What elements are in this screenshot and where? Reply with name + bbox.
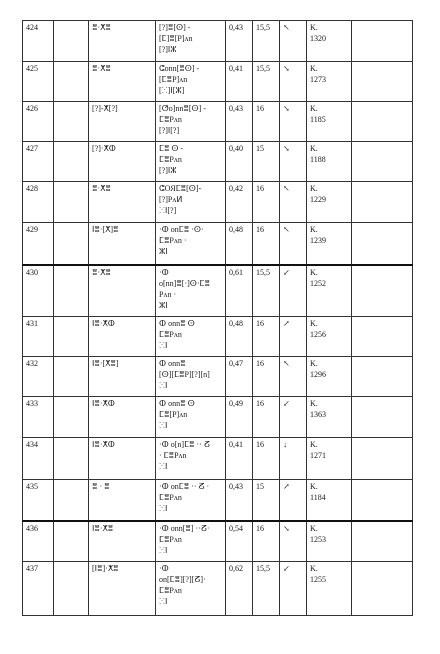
table-row (23, 223, 413, 265)
cell-reference (307, 317, 352, 357)
cell-empty (352, 142, 413, 182)
cell-reference-line: K. (310, 482, 318, 491)
cell-transcription (156, 317, 226, 357)
cell-height: 0,43 (226, 102, 253, 142)
cell-number: 428 (23, 182, 54, 223)
cell-height: 0,40 (226, 142, 253, 182)
cell-direction-arrow-icon: ↖ (280, 223, 307, 265)
cell-direction-arrow-icon: ↗ (280, 317, 307, 357)
cell-direction-arrow-icon: ↘ (280, 62, 307, 102)
cell-empty (54, 182, 89, 223)
cell-reference (307, 142, 352, 182)
cell-transcription-line: ·ⵀ onⵎⴻ ·ⵙ· (159, 225, 204, 234)
cell-tifinagh: ⴻ·ⵅⴻ (89, 21, 156, 62)
cell-empty (352, 102, 413, 142)
cell-width: 16 (253, 357, 280, 397)
cell-empty (54, 102, 89, 142)
cell-reference (307, 223, 352, 265)
cell-width: 16 (253, 102, 280, 142)
cell-number: 436 (23, 521, 54, 562)
cell-reference-line: 1320 (310, 34, 326, 43)
cell-transcription-line: ·ⵀ o[n]ⵎⴻ ·· ⵒ (159, 440, 210, 449)
cell-transcription-line: on[ⵎⴻ][?][ⵒ]· (159, 575, 206, 584)
cell-reference (307, 438, 352, 480)
cell-reference-line: K. (310, 319, 318, 328)
cell-transcription-line: [?]ⴻ[ⵙ] - (159, 23, 191, 32)
cell-transcription-line: ·ⵀ (159, 564, 169, 573)
cell-number: 424 (23, 21, 54, 62)
cell-direction-arrow-icon: ↖ (280, 21, 307, 62)
cell-reference-line: 1188 (310, 155, 326, 164)
cell-empty (352, 397, 413, 438)
cell-empty (352, 223, 413, 265)
cell-transcription-line: ⵀ onnⴻ ⵙ (159, 399, 195, 408)
cell-tifinagh: ⵏⴻ·ⵅⵀ (89, 397, 156, 438)
cell-tifinagh: ⴻ·ⵅⴻ (89, 265, 156, 317)
table-row (23, 317, 413, 357)
cell-empty (352, 562, 413, 616)
cell-transcription-line: ⵣⵏ (159, 300, 168, 310)
cell-number: 425 (23, 62, 54, 102)
cell-reference (307, 480, 352, 521)
cell-transcription-line: ⵘⵏ (159, 421, 168, 430)
cell-tifinagh: ⵏⴻ·[ⵅ]ⴻ (89, 223, 156, 265)
cell-reference-line: 1273 (310, 75, 326, 84)
cell-height: 0,42 (226, 182, 253, 223)
cell-empty (352, 317, 413, 357)
cell-reference-line: 1252 (310, 278, 326, 288)
cell-empty (54, 521, 89, 562)
cell-height: 0,43 (226, 21, 253, 62)
table-row (23, 480, 413, 521)
cell-transcription-line: ⵀ onnⴻ ⵙ (159, 319, 195, 328)
cell-reference-line: K. (310, 267, 318, 277)
cell-height: 0,48 (226, 223, 253, 265)
cell-reference (307, 21, 352, 62)
cell-transcription (156, 21, 226, 62)
cell-height: 0,48 (226, 317, 253, 357)
cell-reference (307, 265, 352, 317)
cell-height: 0,54 (226, 521, 253, 562)
cell-reference-line: 1185 (310, 115, 326, 124)
table-row (23, 142, 413, 182)
cell-transcription-line: ⵎⴻ[P]ʌn (159, 410, 188, 419)
cell-transcription-line: ⵎⴻPʌn (159, 115, 182, 124)
cell-transcription-line: Pʌn · (159, 289, 177, 299)
cell-empty (352, 62, 413, 102)
cell-width: 15,5 (253, 562, 280, 616)
cell-empty (54, 62, 89, 102)
cell-tifinagh: ⵏⴻ·ⵅⴻ (89, 521, 156, 562)
cell-reference-line: K. (310, 523, 318, 533)
table-row (23, 182, 413, 223)
inscription-table (22, 20, 413, 616)
cell-transcription-line: o[nn]ⴻ[·]ⵙ·ⵎⴻ (159, 278, 210, 288)
cell-transcription (156, 562, 226, 616)
cell-empty (352, 357, 413, 397)
cell-tifinagh: ⵏⴻ·ⵅⵀ (89, 438, 156, 480)
cell-direction-arrow-icon: ↙ (280, 397, 307, 438)
cell-tifinagh: [ⵏⴻ]·ⵅⴻ (89, 562, 156, 616)
cell-width: 15,5 (253, 21, 280, 62)
cell-transcription (156, 62, 226, 102)
cell-empty (352, 438, 413, 480)
cell-reference-line: 1255 (310, 575, 326, 584)
cell-height: 0,43 (226, 480, 253, 521)
cell-reference (307, 102, 352, 142)
cell-transcription (156, 102, 226, 142)
cell-transcription-line: [ⵘ]ⵏ[ⵣ] (159, 86, 185, 95)
cell-transcription-line: ⵎⴻPʌn · (159, 236, 187, 245)
cell-reference-line: K. (310, 399, 318, 408)
cell-empty (54, 357, 89, 397)
cell-number: 429 (23, 223, 54, 265)
cell-reference-line: 1239 (310, 236, 326, 245)
cell-height: 0,41 (226, 438, 253, 480)
cell-number: 437 (23, 562, 54, 616)
cell-empty (54, 562, 89, 616)
cell-number: 430 (23, 265, 54, 317)
cell-empty (352, 480, 413, 521)
cell-tifinagh: ⵏⴻ·ⵅⵀ (89, 317, 156, 357)
cell-reference-line: 1296 (310, 370, 326, 379)
cell-transcription (156, 521, 226, 562)
cell-width: 15 (253, 142, 280, 182)
cell-empty (54, 480, 89, 521)
table-row (23, 397, 413, 438)
cell-width: 15 (253, 480, 280, 521)
cell-number: 435 (23, 480, 54, 521)
cell-transcription (156, 480, 226, 521)
cell-direction-arrow-icon: ↗ (280, 480, 307, 521)
cell-height: 0,62 (226, 562, 253, 616)
cell-width: 16 (253, 397, 280, 438)
cell-transcription-line: ·ⵀ onn[ⴻ] ··ⵒ· (159, 523, 210, 533)
cell-direction-arrow-icon: ↖ (280, 182, 307, 223)
cell-empty (352, 182, 413, 223)
cell-transcription-line: [?]Pʌⵍ (159, 195, 183, 204)
table-row (23, 102, 413, 142)
cell-height: 0,61 (226, 265, 253, 317)
cell-width: 16 (253, 223, 280, 265)
cell-transcription-line: ·ⵀ onⵎⴻ ·· ⵒ · (159, 482, 210, 491)
cell-reference (307, 521, 352, 562)
cell-height: 0,49 (226, 397, 253, 438)
cell-empty (352, 265, 413, 317)
cell-transcription-line: ⵘⵏ (159, 504, 168, 513)
cell-transcription-line: [ⵎ]ⴻ[P]ʌn (159, 34, 193, 43)
cell-empty (54, 142, 89, 182)
cell-reference-line: 1184 (310, 493, 326, 502)
cell-width: 15,5 (253, 265, 280, 317)
cell-tifinagh: [?]·ⵅⵀ (89, 142, 156, 182)
cell-transcription (156, 397, 226, 438)
cell-width: 16 (253, 317, 280, 357)
table-row (23, 62, 413, 102)
cell-transcription-line: [ⵚo]nnⴻ[ⵙ] - (159, 104, 206, 113)
cell-reference-line: 1229 (310, 195, 326, 204)
cell-direction-arrow-icon: ↙ (280, 562, 307, 616)
cell-transcription-line: · ⵎⴻPʌn (159, 451, 187, 460)
cell-number: 426 (23, 102, 54, 142)
cell-transcription-line: ⵘⵏ (159, 545, 168, 555)
cell-transcription-line: ⵎⴻPʌn (159, 330, 182, 339)
cell-number: 433 (23, 397, 54, 438)
cell-empty (54, 21, 89, 62)
cell-reference-line: K. (310, 564, 318, 573)
cell-height: 0,41 (226, 62, 253, 102)
cell-transcription-line: ⵎⴻPʌn (159, 534, 182, 544)
cell-empty (352, 21, 413, 62)
cell-transcription-line: [?]ⵏⵣ (159, 166, 177, 175)
cell-reference (307, 357, 352, 397)
cell-reference-line: 1271 (310, 451, 326, 460)
cell-tifinagh: ⵏⴻ·[ⵅⴻ] (89, 357, 156, 397)
cell-width: 16 (253, 521, 280, 562)
cell-direction-arrow-icon: ↓ (280, 438, 307, 480)
cell-transcription (156, 265, 226, 317)
table-row (23, 521, 413, 562)
cell-empty (54, 265, 89, 317)
cell-transcription-line: ⵎⴻ ⵙ - (159, 144, 184, 153)
cell-reference-line: K. (310, 23, 318, 32)
cell-height: 0,47 (226, 357, 253, 397)
cell-transcription-line: ⵘⵏ (159, 462, 168, 471)
cell-empty (54, 397, 89, 438)
cell-reference-line: K. (310, 225, 318, 234)
cell-transcription-line: [?]ⵏ[?] (159, 126, 180, 135)
cell-transcription-line: ⵎⴻPʌn (159, 155, 182, 164)
cell-transcription-line: ·ⵀ (159, 267, 169, 277)
cell-transcription (156, 182, 226, 223)
cell-width: 15,5 (253, 62, 280, 102)
cell-reference-line: 1363 (310, 410, 326, 419)
cell-transcription-line: ⵘⵏ[?] (159, 206, 177, 215)
cell-direction-arrow-icon: ↘ (280, 142, 307, 182)
cell-empty (54, 317, 89, 357)
cell-reference-line: 1253 (310, 534, 326, 544)
cell-transcription (156, 142, 226, 182)
cell-transcription-line: ⵛonn[ⴻⵙ] - (159, 64, 200, 73)
table-row (23, 438, 413, 480)
cell-width: 16 (253, 438, 280, 480)
cell-reference (307, 562, 352, 616)
table-row (23, 357, 413, 397)
cell-reference-line: K. (310, 64, 318, 73)
cell-empty (54, 223, 89, 265)
cell-empty (54, 438, 89, 480)
cell-reference-line: K. (310, 144, 318, 153)
cell-transcription-line: ⵎⴻPʌn (159, 493, 182, 502)
cell-reference-line: K. (310, 359, 318, 368)
cell-transcription-line: ⵎⴻPʌn (159, 586, 182, 595)
table-row (23, 562, 413, 616)
cell-transcription (156, 357, 226, 397)
cell-direction-arrow-icon: ↘ (280, 521, 307, 562)
cell-transcription-line: ⵘⵏ (159, 381, 168, 390)
cell-tifinagh: [?]-ⵅ[?] (89, 102, 156, 142)
cell-transcription-line: ⵘⵏ (159, 341, 168, 350)
cell-reference (307, 397, 352, 438)
cell-number: 432 (23, 357, 54, 397)
inscription-table-body (23, 21, 413, 616)
cell-transcription (156, 223, 226, 265)
cell-transcription (156, 438, 226, 480)
cell-direction-arrow-icon: ↘ (280, 102, 307, 142)
cell-transcription-line: [?]ⵏⵣ (159, 45, 177, 54)
cell-transcription-line: ⵣⵏ (159, 247, 168, 256)
cell-reference-line: K. (310, 440, 318, 449)
cell-reference-line: K. (310, 184, 318, 193)
table-row (23, 21, 413, 62)
cell-transcription-line: ⵀ onnⴻ (159, 359, 186, 368)
cell-reference-line: 1256 (310, 330, 326, 339)
cell-empty (352, 521, 413, 562)
cell-direction-arrow-icon: ↙ (280, 265, 307, 317)
cell-tifinagh: ⴻ · ⴻ (89, 480, 156, 521)
cell-number: 427 (23, 142, 54, 182)
cell-number: 434 (23, 438, 54, 480)
cell-tifinagh: ⴻ·ⵅⴻ (89, 62, 156, 102)
cell-reference (307, 182, 352, 223)
cell-direction-arrow-icon: ↖ (280, 357, 307, 397)
cell-transcription-line: [ⵎⴻP]ʌn (159, 75, 188, 84)
cell-number: 431 (23, 317, 54, 357)
cell-width: 16 (253, 182, 280, 223)
cell-reference (307, 62, 352, 102)
cell-reference-line: K. (310, 104, 318, 113)
cell-tifinagh: ⴻ·ⵅⴻ (89, 182, 156, 223)
cell-transcription-line: ⵘⵏ (159, 597, 168, 606)
table-row (23, 265, 413, 317)
cell-transcription-line: [ⵙ][ⵎⴻP][?][n] (159, 370, 210, 379)
cell-transcription-line: ⵛOЯⵎⴻ[ⵙ]- (159, 184, 202, 193)
